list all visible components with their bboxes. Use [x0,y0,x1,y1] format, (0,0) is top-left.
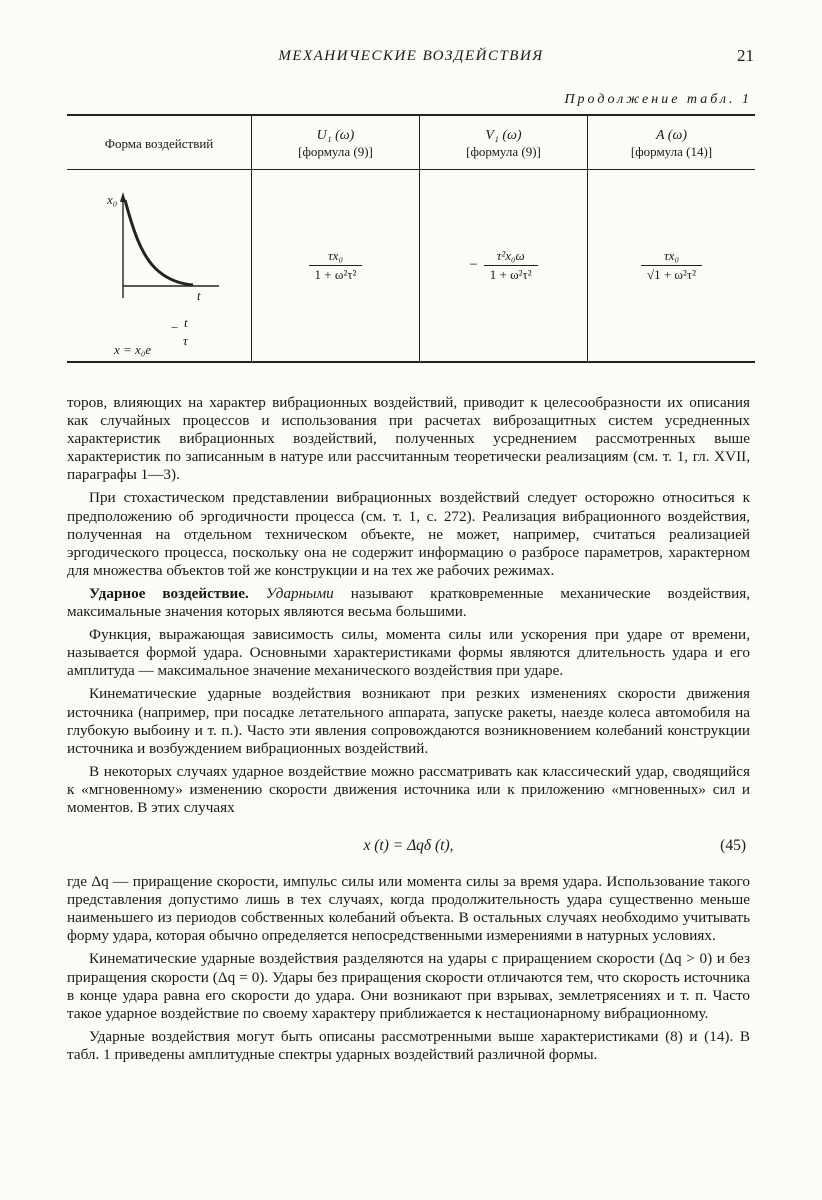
header-a [588,120,755,168]
u-fraction [309,248,363,283]
header-form [67,120,251,168]
u-numerator: τx₀ [328,248,343,263]
table-bottom-rule [67,361,755,363]
table-top-rule [67,114,755,116]
paragraph: Ударные воздействия могут быть описаны рассмотренными выше характеристиками (8) и (14). В табл. 1 приведены амплитудные спектры ударных воздействий различной формы. [67,1027,750,1063]
header-a-symbol: A (ω) [655,128,687,143]
paragraph-shock [67,585,750,621]
header-u-ref: [формула (9)] [298,144,373,159]
y-axis-label: x₀ [107,192,118,207]
u-formula [252,170,419,361]
paragraph: торов, влияющих на характер вибрационных воздействий, приводит к целесообразности их описания как случайных процессов и использования при расчетах виброзащитных систем усредненных характеристик вибрационных воздействий, полученных усреднением рассмотренных выше характеристик по записанным в натуре или рассчитанным теоретически реализациям (см. т. 1, гл. XVII, параграфы 1—3). [67,394,750,484]
exponent-sign: − [171,320,179,335]
decay-graph [67,170,251,361]
a-formula [588,170,755,361]
v-sign: − [469,257,478,273]
body-text [67,394,750,1064]
table-caption: Продолжение табл. 1 [564,92,752,107]
a-denominator: √1 + ω²τ² [641,265,702,283]
page-number: 21 [737,46,754,65]
header-a-ref: [формула (14)] [630,144,713,159]
equation-body: x (t) = Δqδ (t), [363,837,454,855]
paragraph-text: называют кратковременные механические воздействия, максимальные значения которых являются весьма большими. [67,584,750,621]
v-formula [420,170,587,361]
paragraph: В некоторых случаях ударное воздействие можно рассматривать как классический удар, сводящийся к «мгновенному» изменению скорости движения источника или к приложению «мгновенных» сил и моментов. В этих случаях [67,762,750,816]
header-v-symbol: V₁ (ω) [485,128,522,143]
u-denominator: 1 + ω²τ² [309,265,363,283]
v-denominator: 1 + ω²τ² [484,265,538,283]
decay-curve [125,200,193,285]
header-v-ref: [формула (9)] [466,144,541,159]
exponent-denominator: τ [183,333,188,348]
equation-number: (45) [720,837,746,855]
term-emphasis: Ударными [265,584,334,602]
running-title: МЕХАНИЧЕСКИЕ ВОЗДЕЙСТВИЯ [278,48,544,64]
equation-45 [67,823,750,873]
v-numerator: τ²x₀ω [496,248,525,263]
v-fraction [484,248,538,283]
a-numerator: τx₀ [664,248,679,263]
decay-plot [67,170,251,361]
exponent-numerator: t [184,315,188,330]
paragraph: Кинематические ударные воздействия разделяются на удары с приращением скорости (Δq > 0) и без приращения скорости (Δq = 0). Удары без приращения скорости отличаются тем, что скорость источника в конце удара равна его скорости до удара. Они возникают при взрывах, землетрясениях и т. п. Часто такое ударное воздействие по своему характеру приближается к нестационарному вибрационному. [67,950,750,1022]
header-form-label: Форма воздействий [104,136,214,151]
decay-formula: x = x₀e [114,342,152,357]
section-heading: Ударное воздействие. [89,584,249,602]
header-v [420,120,587,168]
formula-table [67,114,755,363]
a-fraction [641,248,702,283]
paragraph: Функция, выражающая зависимость силы, момента силы или ускорения при ударе от времени, называется формой удара. Основными характеристиками формы являются длительность удара и его амплитуда — максимальное значение механического воздействия при ударе. [67,626,750,680]
paragraph: Кинематические ударные воздействия возникают при резких изменениях скорости движения источника (например, при посадке летательного аппарата, запуске ракеты, наезде колеса автомобиля на глубокую выбоину и т. п.). Часто эти явления сопровождаются возникновением колебаний конструкции источника и возбуждением вибрационных воздействий. [67,685,750,757]
header-u [252,120,419,168]
paragraph: При стохастическом представлении вибрационных воздействий следует осторожно относиться к предположению об эргодичности процесса (см. т. 1, с. 272). Реализация вибрационного воздействия, полученная на отдельном техническом объекте, не может, например, считаться реализацией эргодического процесса, поскольку она не содержит информацию о разбросе параметров, характерном для множества объектов той же конструкции и на тех же рабочих режимах. [67,489,750,579]
paragraph: где Δq — приращение скорости, импульс силы или момента силы за время удара. Использование такого представления допустимо лишь в тех случаях, когда продолжительность удара существенно меньше наименьшего из периодов собственных колебаний объекта. В остальных случаях необходимо учитывать форму удара, которая обычно определяется непосредственными измерениями в натурных условиях. [67,873,750,945]
running-head [0,48,822,70]
x-axis-label: t [197,288,201,303]
header-u-symbol: U₁ (ω) [316,128,355,143]
